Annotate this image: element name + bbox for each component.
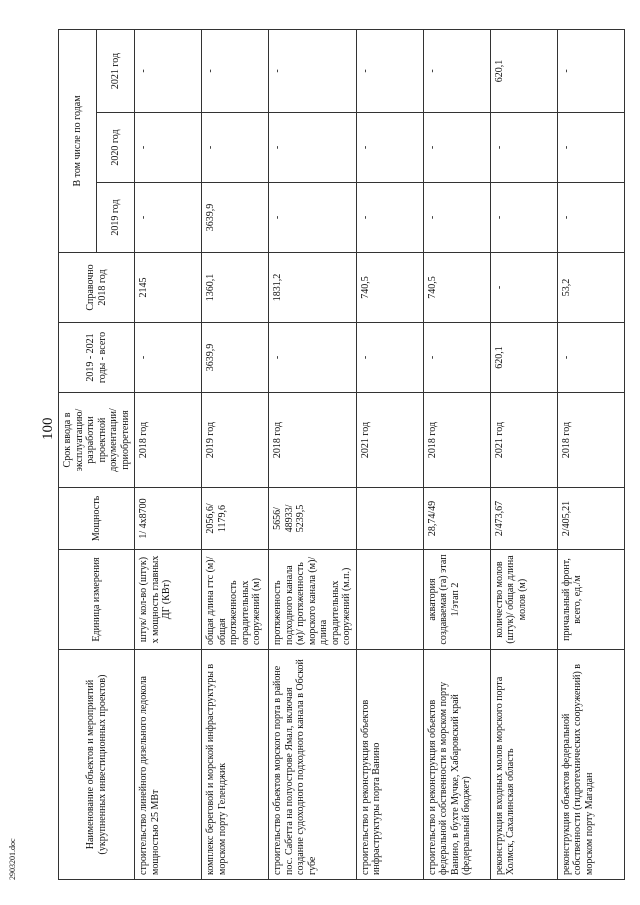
- cell-unit: причальный фронт, всего, ед./м: [557, 550, 624, 650]
- cell-name: реконструкция объектов федеральной собственности (гидротехнических сооружений) в морском порту Магадан: [557, 650, 624, 880]
- cell-capacity: 2/405,21: [557, 488, 624, 550]
- cell-2019: -: [135, 183, 202, 253]
- cell-name: строительство линейного дизельного ледокола мощностью 25 МВт: [135, 650, 202, 880]
- cell-capacity: 5656/ 48933/ 5239,5: [269, 488, 357, 550]
- cell-unit: акватория создаваемая (га) этап 1/этап 2: [423, 550, 490, 650]
- cell-2019: -: [269, 183, 357, 253]
- header-name: Наименование объектов и мероприятий (укрупненных инвестиционных проектов): [59, 650, 135, 880]
- cell-capacity: [356, 488, 423, 550]
- cell-capacity: 1/ 4х8700: [135, 488, 202, 550]
- cell-unit: общая длина гтс (м)/ общая протяженность оградительных сооружений (м): [202, 550, 269, 650]
- cell-2021: -: [269, 30, 357, 113]
- table-row: [269, 30, 357, 880]
- cell-total: -: [423, 323, 490, 393]
- table-row: [135, 30, 202, 880]
- cell-capacity: 2056,6/ 1179,6: [202, 488, 269, 550]
- cell-2021: -: [356, 30, 423, 113]
- cell-term: 2018 год: [269, 393, 357, 488]
- cell-2019: -: [490, 183, 557, 253]
- cell-2019: -: [356, 183, 423, 253]
- cell-name: строительство объектов морского порта в районе пос. Сабетта на полуострове Ямал, включая создание судоходного подходного канала в Обской губе: [269, 650, 357, 880]
- cell-ref-2018: 1831,2: [269, 253, 357, 323]
- cell-unit: штук/ кол-во (штук) х мощность главных ДГ (КВт): [135, 550, 202, 650]
- cell-2021: -: [557, 30, 624, 113]
- cell-ref-2018: -: [490, 253, 557, 323]
- cell-ref-2018: 53,2: [557, 253, 624, 323]
- cell-name: реконструкция входных молов морского порта Холмск, Сахалинская область: [490, 650, 557, 880]
- cell-unit: протяженность подходного канала (м)/ протяженность морского канала (м)/ длина оградительных сооружений (м.п.): [269, 550, 357, 650]
- investment-projects-table: [58, 29, 625, 880]
- header-2021: 2021 год: [97, 30, 135, 113]
- cell-2020: -: [423, 113, 490, 183]
- cell-term: 2021 год: [356, 393, 423, 488]
- cell-2020: -: [269, 113, 357, 183]
- cell-term: 2018 год: [423, 393, 490, 488]
- cell-2020: -: [356, 113, 423, 183]
- cell-2021: -: [135, 30, 202, 113]
- table-row: [557, 30, 624, 880]
- cell-total: -: [135, 323, 202, 393]
- header-capacity: Мощность: [59, 488, 135, 550]
- cell-2019: 3639,9: [202, 183, 269, 253]
- rotated-page-content: [58, 30, 628, 880]
- page-number: 100: [40, 417, 56, 440]
- header-including: В том числе по годам: [59, 30, 97, 253]
- cell-2020: -: [202, 113, 269, 183]
- cell-ref-2018: 2145: [135, 253, 202, 323]
- cell-term: 2018 год: [135, 393, 202, 488]
- document-code: 2903201.doc: [8, 838, 17, 880]
- cell-2019: -: [423, 183, 490, 253]
- cell-2020: -: [490, 113, 557, 183]
- table-row: [356, 30, 423, 880]
- table-row: [423, 30, 490, 880]
- cell-total: 3639,9: [202, 323, 269, 393]
- cell-capacity: 28,74/49: [423, 488, 490, 550]
- cell-2019: -: [557, 183, 624, 253]
- cell-unit: количество молов (штук)/ общая длина молов (м): [490, 550, 557, 650]
- cell-total: -: [356, 323, 423, 393]
- cell-2020: -: [557, 113, 624, 183]
- cell-ref-2018: 740,5: [356, 253, 423, 323]
- cell-term: 2019 год: [202, 393, 269, 488]
- table-row: [202, 30, 269, 880]
- cell-name: строительство и реконструкция объектов федеральной собственности в морском порту Ванино, в бухте Мучке, Хабаровский край (федеральный бюджет): [423, 650, 490, 880]
- cell-total: -: [557, 323, 624, 393]
- cell-capacity: 2/473,67: [490, 488, 557, 550]
- cell-total: -: [269, 323, 357, 393]
- cell-2021: -: [423, 30, 490, 113]
- header-2020: 2020 год: [97, 113, 135, 183]
- header-total: 2019 - 2021 годы - всего: [59, 323, 135, 393]
- cell-2021: -: [202, 30, 269, 113]
- table-row: [490, 30, 557, 880]
- cell-name: комплекс береговой и морской инфраструктуры в морском порту Геленджик: [202, 650, 269, 880]
- cell-name: строительство и реконструкция объектов инфраструктуры порта Ванино: [356, 650, 423, 880]
- header-term: Срок ввода в эксплуатацию/ разработки проектной документации/ приобретения: [59, 393, 135, 488]
- cell-total: 620,1: [490, 323, 557, 393]
- cell-ref-2018: 1360,1: [202, 253, 269, 323]
- header-ref-2018: Справочно 2018 год: [59, 253, 135, 323]
- cell-term: 2018 год: [557, 393, 624, 488]
- cell-ref-2018: 740,5: [423, 253, 490, 323]
- header-unit: Единица измерения: [59, 550, 135, 650]
- cell-2020: -: [135, 113, 202, 183]
- cell-term: 2021 год: [490, 393, 557, 488]
- cell-unit: [356, 550, 423, 650]
- header-2019: 2019 год: [97, 183, 135, 253]
- cell-2021: 620,1: [490, 30, 557, 113]
